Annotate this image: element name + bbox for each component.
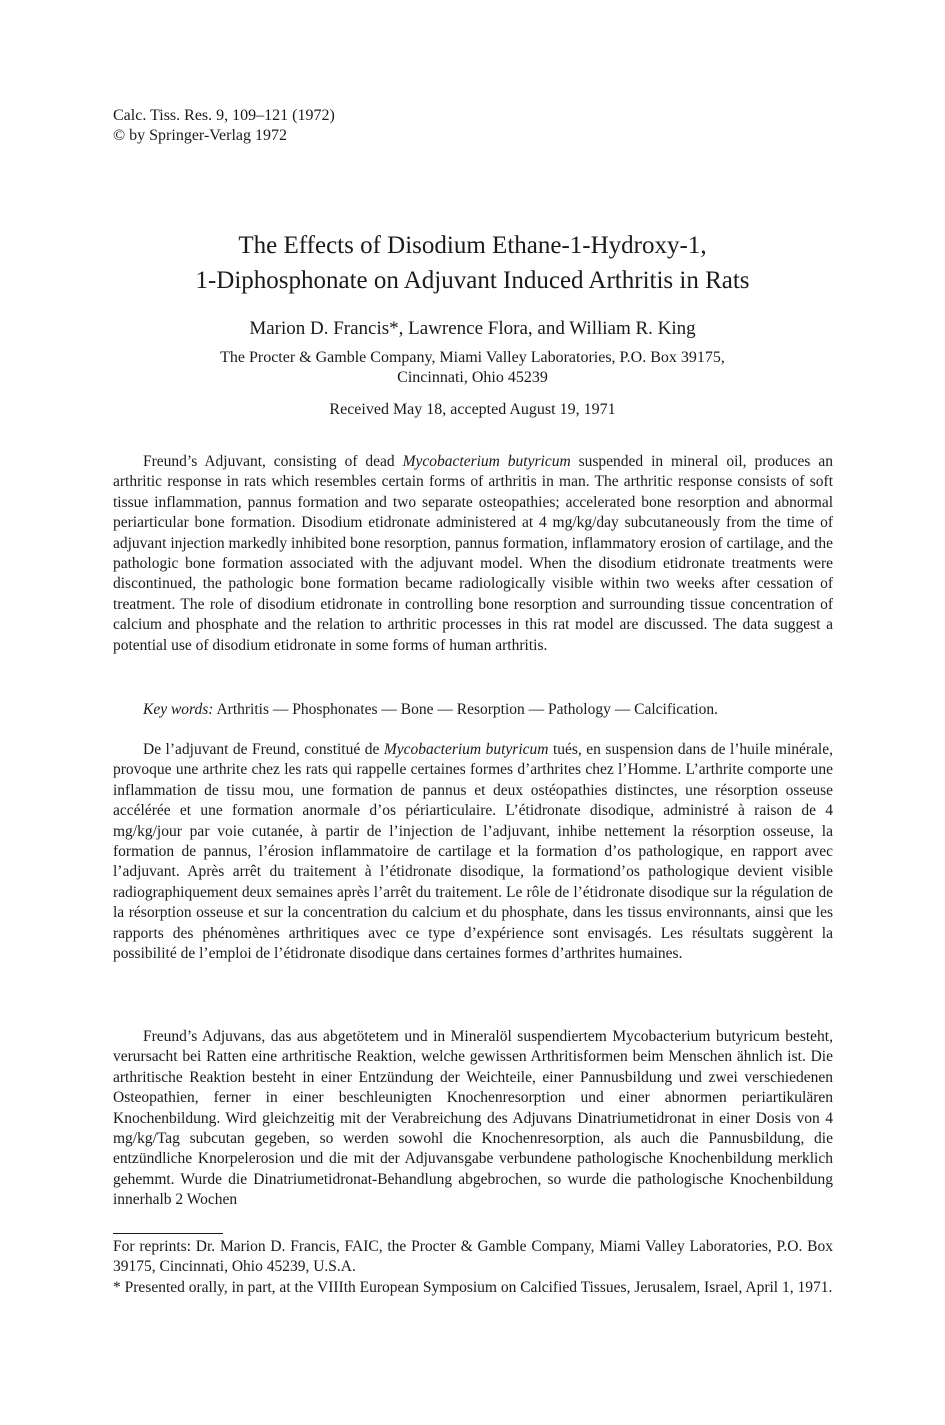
keywords-label: Key words:: [143, 701, 214, 718]
title-line-1: The Effects of Disodium Ethane-1-Hydroxy-1,: [238, 232, 707, 259]
abstract-de-text: Freund’s Adjuvans, das aus abgetötetem und in Mineralöl suspendiertem Mycobacterium butyricum besteht, verursacht bei Ratten eine arthritische Reaktion, welche gewissen Arthritisformen beim Menschen ähnlich ist. Die arthritische Reaktion besteht in einer Entzündung der Weichteile, einer Pannusbildung und zwei verschiedenen Osteopathien, ferner in einer beschleunigten Knochenresorption und einer abnormen periartikulären Knochenbildung. Wird gleichzeitig mit der Verabreichung des Adjuvans Dinatriumetidronat in einer Dosis von 4 mg/kg/Tag subcutan gegeben, so werden sowohl die Knochenresorption, als auch die Pannusbildung, die entzündliche Knorpelerosion und die mit der Adjuvansgabe verbundene pathologische Knochenbildung merklich gehemmt. Wurde die Dinatriumetidronat-Behandlung abgebrochen, so wurde die pathologische Knochenbildung innerhalb 2 Wochen: [113, 1028, 833, 1209]
footnote-presented: * Presented orally, in part, at the VIIIth European Symposium on Calcified Tissues, Jerusalem, Israel, April 1, 1971.: [113, 1278, 833, 1296]
article-title: [0, 228, 945, 298]
citation: Calc. Tiss. Res. 9, 109–121 (1972): [113, 107, 335, 124]
received-dates: Received May 18, accepted August 19, 1971: [329, 401, 616, 418]
abstract-fr-part2: tués, en suspension dans de l’huile minérale, provoque une arthrite chez les rats qui rappelle certaines formes d’arthrites chez l’Homme. L’arthrite comporte une inflammation de tissu mou, une formation de pannus et deux ostéopathies distinctes, une résorption osseuse accélérée et une formation anormale d’os périarticulaire. L’étidronate disodique, administré à raison de 4 mg/kg/jour par voie cutanée, à partir de l’injection de l’adjuvant, inhibe nettement la résorption osseuse, la formation de pannus, l’érosion inflammatoire de cartilage et la formation d’os pathologique, en rapport avec l’adjuvant. Après arrêt du traitement à l’étidronate disodique, la formationd’os pathologique devient visible radiographiquement deux semaines après l’arrêt du traitement. Le rôle de l’étidronate disodique sur la régulation de la résorption osseuse et sur la concentration du calcium et du phosphate, dans les tissus environnants, ainsi que les rapports des phénomènes arthritiques avec ce type d’expérience sont envisagés. Les résultats suggèrent la possibilité de l’emploi de l’étidronate disodique dans certaines formes d’arthrites humaines.: [113, 741, 833, 963]
affiliation-line-2: Cincinnati, Ohio 45239: [397, 369, 548, 386]
keywords: [113, 700, 833, 720]
affiliation-line-1: The Procter & Gamble Company, Miami Valley Laboratories, P.O. Box 39175,: [220, 349, 725, 366]
abstract-french: [113, 740, 833, 964]
footnote-divider: [113, 1233, 223, 1234]
footnote-reprints: For reprints: Dr. Marion D. Francis, FAIC, the Procter & Gamble Company, Miami Valley Laboratories, P.O. Box 39175, Cincinnati, Ohio 45239, U.S.A.: [113, 1238, 833, 1276]
journal-header: [113, 106, 335, 146]
abstract-english: [113, 452, 833, 656]
copyright: © by Springer-Verlag 1972: [113, 127, 288, 144]
keywords-text: Arthritis — Phosphonates — Bone — Resorption — Pathology — Calcification.: [213, 701, 719, 718]
abstract-en-organism: Mycobacterium butyricum: [402, 453, 571, 470]
abstract-en-part2: suspended in mineral oil, produces an arthritic response in rats which resembles certain forms of arthritis in man. The arthritic response consists of soft tissue inflammation, pannus formation and two separate osteopathies; accelerated bone resorption and abnormal periarticular bone formation. Disodium etidronate administered at 4 mg/kg/day subcutaneously from the time of adjuvant injection markedly inhibited bone resorption, pannus formation, inflammatory erosion of cartilage, and the pathologic bone formation associated with the adjuvant model. When the disodium etidronate treatments were discontinued, the pathologic bone formation became radiologically visible within two weeks after cessation of treatment. The role of disodium etidronate in controlling bone resorption and surrounding tissue concentration of calcium and phosphate and the relation to arthritic processes in this rat model are discussed. The data suggest a potential use of disodium etidronate in some forms of human arthritis.: [113, 453, 833, 654]
abstract-en-part1: Freund’s Adjuvant, consisting of dead: [143, 453, 403, 470]
authors: Marion D. Francis*, Lawrence Flora, and William R. King: [249, 318, 696, 339]
abstract-german: [113, 1027, 833, 1211]
title-line-2: 1-Diphosphonate on Adjuvant Induced Arthritis in Rats: [195, 267, 750, 294]
affiliation: [0, 348, 945, 388]
abstract-fr-part1: De l’adjuvant de Freund, constitué de: [143, 741, 384, 758]
footnotes: [113, 1237, 833, 1298]
abstract-fr-organism: Mycobacterium butyricum: [383, 741, 549, 758]
